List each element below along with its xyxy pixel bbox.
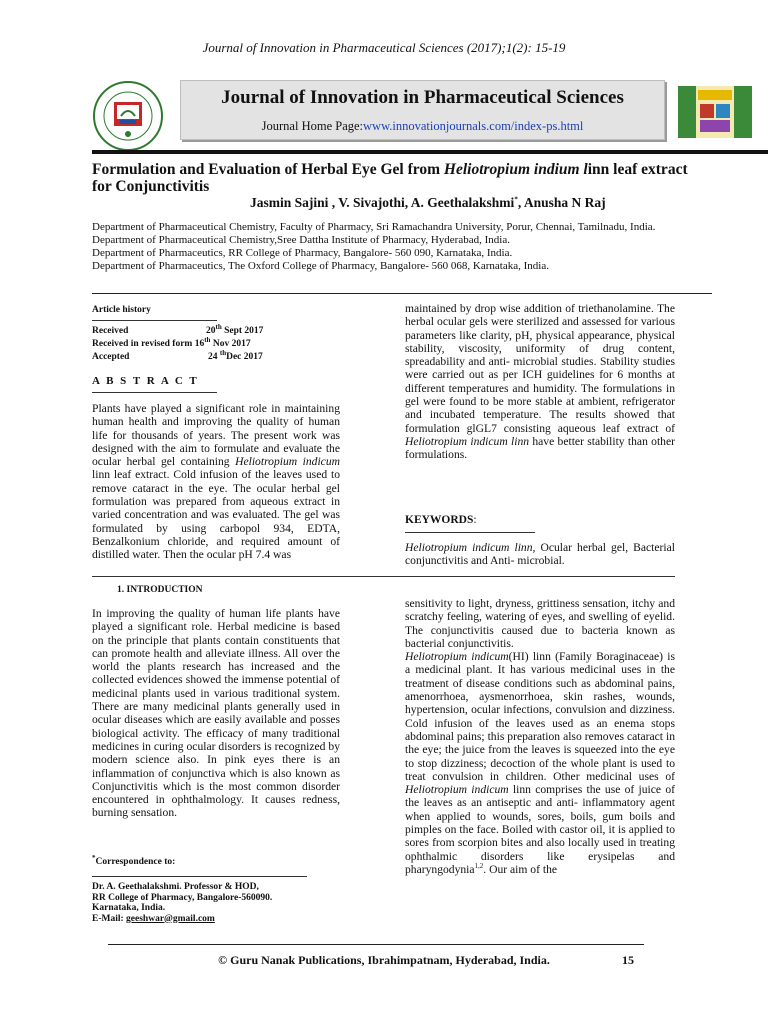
author-list: [250, 195, 606, 211]
affiliation: Department of Pharmaceutics, The Oxford College of Pharmacy, Bangalore- 560 068, Karnataka, India.: [92, 260, 549, 272]
authors-after: , Anusha N Raj: [517, 195, 606, 210]
journal-home-link[interactable]: www.innovationjournals.com/index-ps.html: [363, 119, 584, 133]
article-history-heading: Article history: [92, 305, 151, 315]
affiliation: Department of Pharmaceutics, RR College of Pharmacy, Bangalore- 560 090, Karnataka, India.: [92, 247, 513, 259]
introduction-continued: sensitivity to light, dryness, grittiness sensation, itchy and scratchy feeling, watering of eyes, and swelling of eyelid. The conjunctivitis caused due to bacteria known as bacterial conjunctivitis. Heliotropium indicum(HI) linn (Family Boraginaceae) is a medicinal plant. It has various medicinal uses in the treatment of disease conditions such as abdominal pains, amenorrhoea, aysmenorrhoea, skin rashes, wounds, hypertension, ocular infections, convulsion and dizziness. Cold infusion of the leaves used as an enema stops abdominal pains; this preparation also removes cataract in the eye; the juice from the leaves is squeezed into the eye to stop dizziness; decoction of the whole plant is used to treat convulsion in children. Other medicinal uses of Heliotropium indicum linn comprises the use of juice of the leaves as an antiseptic and anti- inflammatory agent when applied to wounds, sores, boils, gum boils and pimples on the face. Boiled with castor oil, it is applied to sores from scorpion bites and also locally used in treating ophthalmic disorders like erysipelas and pharyngodynia$^{1,2}$. Our aim of the: [405, 597, 675, 876]
keywords-text: Heliotropium indicum linn, Ocular herbal gel, Bacterial conjunctivitis and Anti- microbial.: [405, 541, 675, 568]
journal-cover-thumbnail: [678, 86, 752, 138]
accepted-date: 24 $^{th}$Dec 2017: [208, 348, 263, 362]
running-head: Journal of Innovation in Pharmaceutical Sciences (2017);1(2): 15-19: [202, 40, 566, 55]
accepted-row: [92, 348, 342, 362]
footer-divider: [108, 944, 644, 945]
journal-banner: [180, 80, 665, 140]
accepted-label: Accepted: [92, 352, 130, 362]
abstract-continued: maintained by drop wise addition of triethanolamine. The herbal ocular gels were sterilized and assessed for various parameters like clarity, pH, physical appearance, physical stability, viscosity, uniformity of drug content, spreadability and anti- microbial studies. Stability studies were carried out as per ICH guidelines for 6 months at different temperatures and humidity. The formulations in gel were found to be more stable at ambient, refrigerator and incubated temperature. The results showed that formulation glGL7 consisting aqueous leaf extract of Heliotropium indicum linn have better stability than other formulations.: [405, 302, 675, 462]
affiliation: Department of Pharmaceutical Chemistry, Faculty of Pharmacy, Sri Ramachandra University, Porur, Chennai, Tamilnadu, India.: [92, 221, 656, 233]
keywords-heading: KEYWORDS:: [405, 514, 477, 526]
abstract-divider: [92, 392, 217, 393]
keywords-divider: [405, 532, 535, 533]
article-title-part2: inn leaf extract for Conjunctivitis: [92, 161, 688, 195]
received-date: 20th Sept 2017: [206, 322, 264, 336]
abstract-species-2: Heliotropium indicum linn: [405, 434, 530, 448]
abstract-text: Plants have played a significant role in maintaining human health and improving the quality of human life for thousands of years. The present work was designed with the aim to formulate and evaluate the ocular herbal gel containing Heliotropium indicum linn leaf extract. Cold infusion of the leaves used to remove cataract in the eye. The ocular herbal gel formulation was prepared from aqueous extract in varied concentration and was evaluated. The gel was formulated by using carbopol 934, EDTA, Benzalkonium chloride, and required amount of distilled water. Then the ocular pH 7.4 was: [92, 402, 341, 562]
article-title: [92, 161, 692, 195]
received-label: Received: [92, 326, 129, 336]
publisher-footer: © Guru Nanak Publications, Ibrahimpatnam, Hyderabad, India.: [218, 953, 550, 967]
corresponding-mark: *: [514, 195, 518, 204]
affiliation: Department of Pharmaceutical Chemistry,Sree Dattha Institute of Pharmacy, Hyderabad, India.: [92, 234, 510, 246]
affiliation-divider: [92, 293, 712, 294]
abstract-species: Heliotropium indicum: [235, 455, 341, 469]
section-divider: [92, 576, 675, 577]
introduction-heading: 1. INTRODUCTION: [117, 585, 203, 595]
abstract-heading: A B S T R A C T: [92, 375, 199, 387]
history-divider: [92, 320, 217, 321]
article-title-species: Heliotropium indium l: [443, 161, 588, 178]
journal-home-page: [181, 119, 664, 134]
page-number: 15: [622, 953, 634, 967]
revised-row: Received in revised form 16th Nov 2017: [92, 335, 251, 349]
article-title-part1: Formulation and Evaluation of Herbal Eye Gel from: [92, 161, 444, 178]
authors-before: Jasmin Sajini , V. Sivajothi, A. Geethalakshmi: [250, 195, 515, 210]
correspondence-heading: *Correspondence to:: [92, 853, 176, 867]
affiliations: [92, 221, 692, 273]
correspondence-divider: [92, 876, 307, 877]
home-page-label: Journal Home Page:: [261, 119, 364, 133]
introduction-text: In improving the quality of human life plants have played a significant role. Herbal medicine is based on the principle that plants contain constituents that can promote health and alleviate illness. All over the world the plants research has increased and the collected evidences showed the immense potential of medicinal plants used in various traditional system. There are many medicinal plants generally used in ocular diseases which are easily available and posses biological activity. The efficacy of many traditional medicines in curing ocular disorders is recognized by modern science also. In pink eyes there is an inflammation of conjunctiva which is also known as Conjunctivitis which is the most common disorder encountered in ophthalmology. It causes redness, burning sensation.: [92, 607, 340, 820]
revised-label: Received in revised form 16: [92, 339, 205, 349]
header-divider: [92, 150, 768, 154]
received-row: [92, 322, 342, 336]
journal-seal-logo: [92, 80, 164, 152]
journal-title: Journal of Innovation in Pharmaceutical Sciences: [221, 87, 624, 108]
email-link[interactable]: geeshwar@gmail.com: [126, 913, 215, 924]
correspondence-text: Dr. A. Geethalakshmi. Professor & HOD, RR College of Pharmacy, Bangalore-560090. Karnataka, India. E-Mail: geeshwar@gmail.com: [92, 882, 273, 924]
